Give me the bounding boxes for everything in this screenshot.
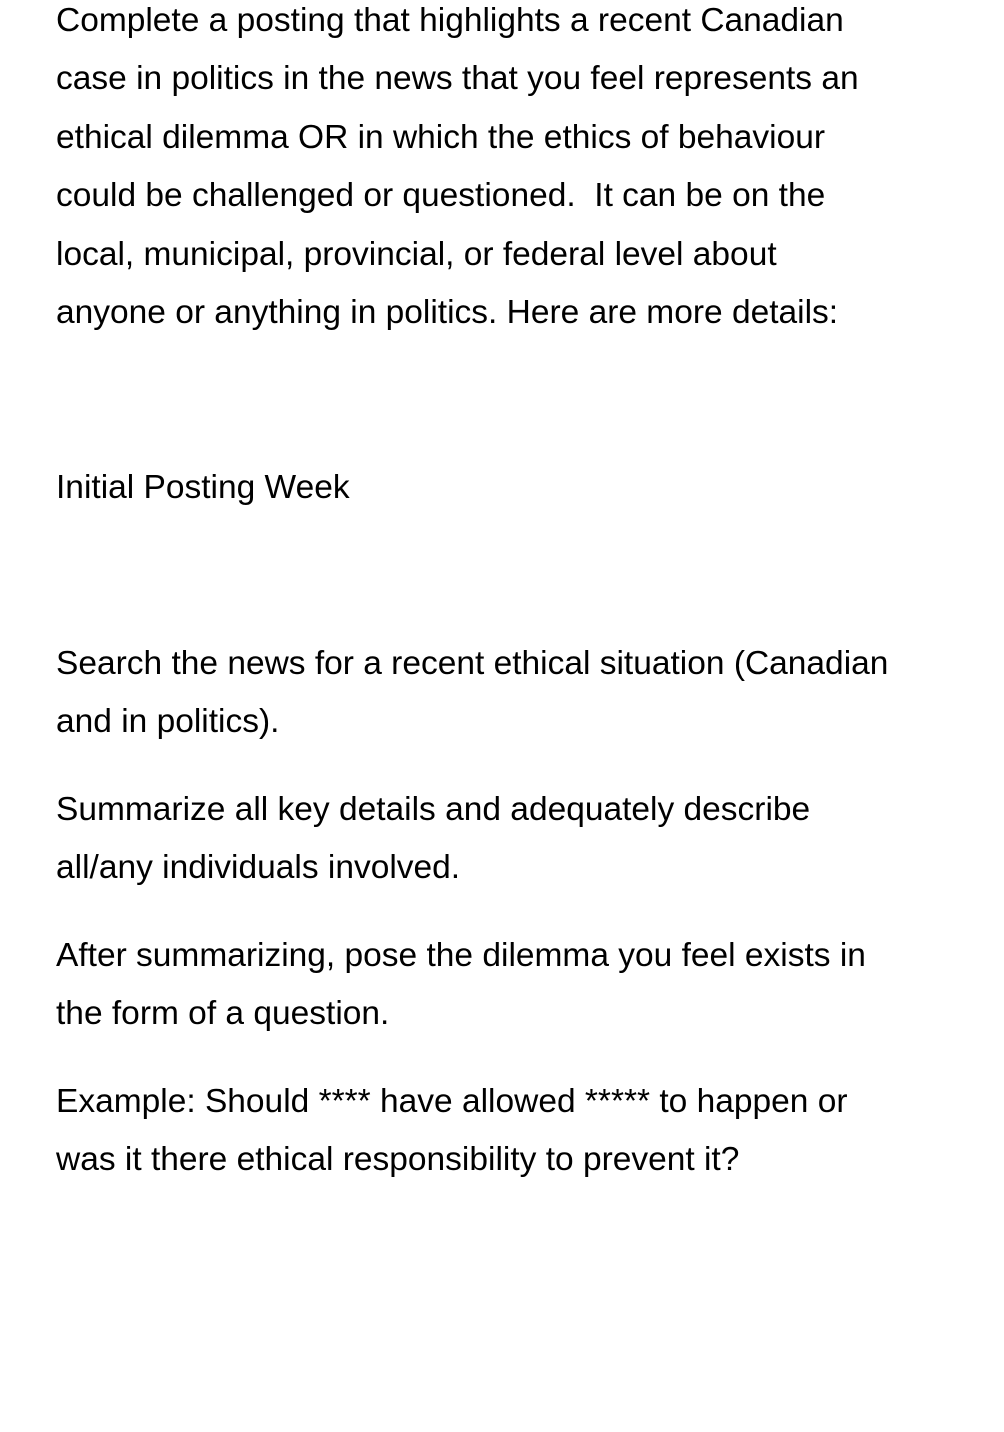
intro-line: case in politics in the news that you feel represents an [56, 60, 859, 98]
intro-line: ethical dilemma OR in which the ethics of behaviour [56, 118, 826, 156]
instruction-line: was it there ethical responsibility to prevent it? [56, 1141, 740, 1179]
instruction-dilemma-paragraph [56, 927, 986, 1044]
intro-line: Complete a posting that highlights a recent Canadian [56, 2, 844, 39]
intro-line: local, municipal, provincial, or federal level about [56, 235, 777, 273]
instruction-line: and in politics). [56, 703, 280, 741]
instruction-line: Summarize all key details and adequately describe [56, 791, 811, 828]
instruction-search-paragraph [56, 635, 986, 752]
instruction-line: Search the news for a recent ethical situation (Canadian [56, 645, 889, 682]
intro-line: could be challenged or questioned. It can be on the [56, 177, 826, 215]
instruction-line: all/any individuals involved. [56, 849, 461, 887]
instruction-example-paragraph [56, 1073, 996, 1190]
instruction-line: the form of a question. [56, 995, 390, 1033]
intro-paragraph [56, 0, 956, 342]
instruction-line: Example: Should **** have allowed ***** to happen or [56, 1083, 848, 1120]
intro-line: anyone or anything in politics. Here are more details: [56, 294, 839, 332]
section-heading-text: Initial Posting Week [56, 469, 350, 506]
instruction-summarize-paragraph [56, 781, 956, 898]
instruction-line: After summarizing, pose the dilemma you feel exists in [56, 937, 866, 974]
section-heading [56, 459, 956, 517]
